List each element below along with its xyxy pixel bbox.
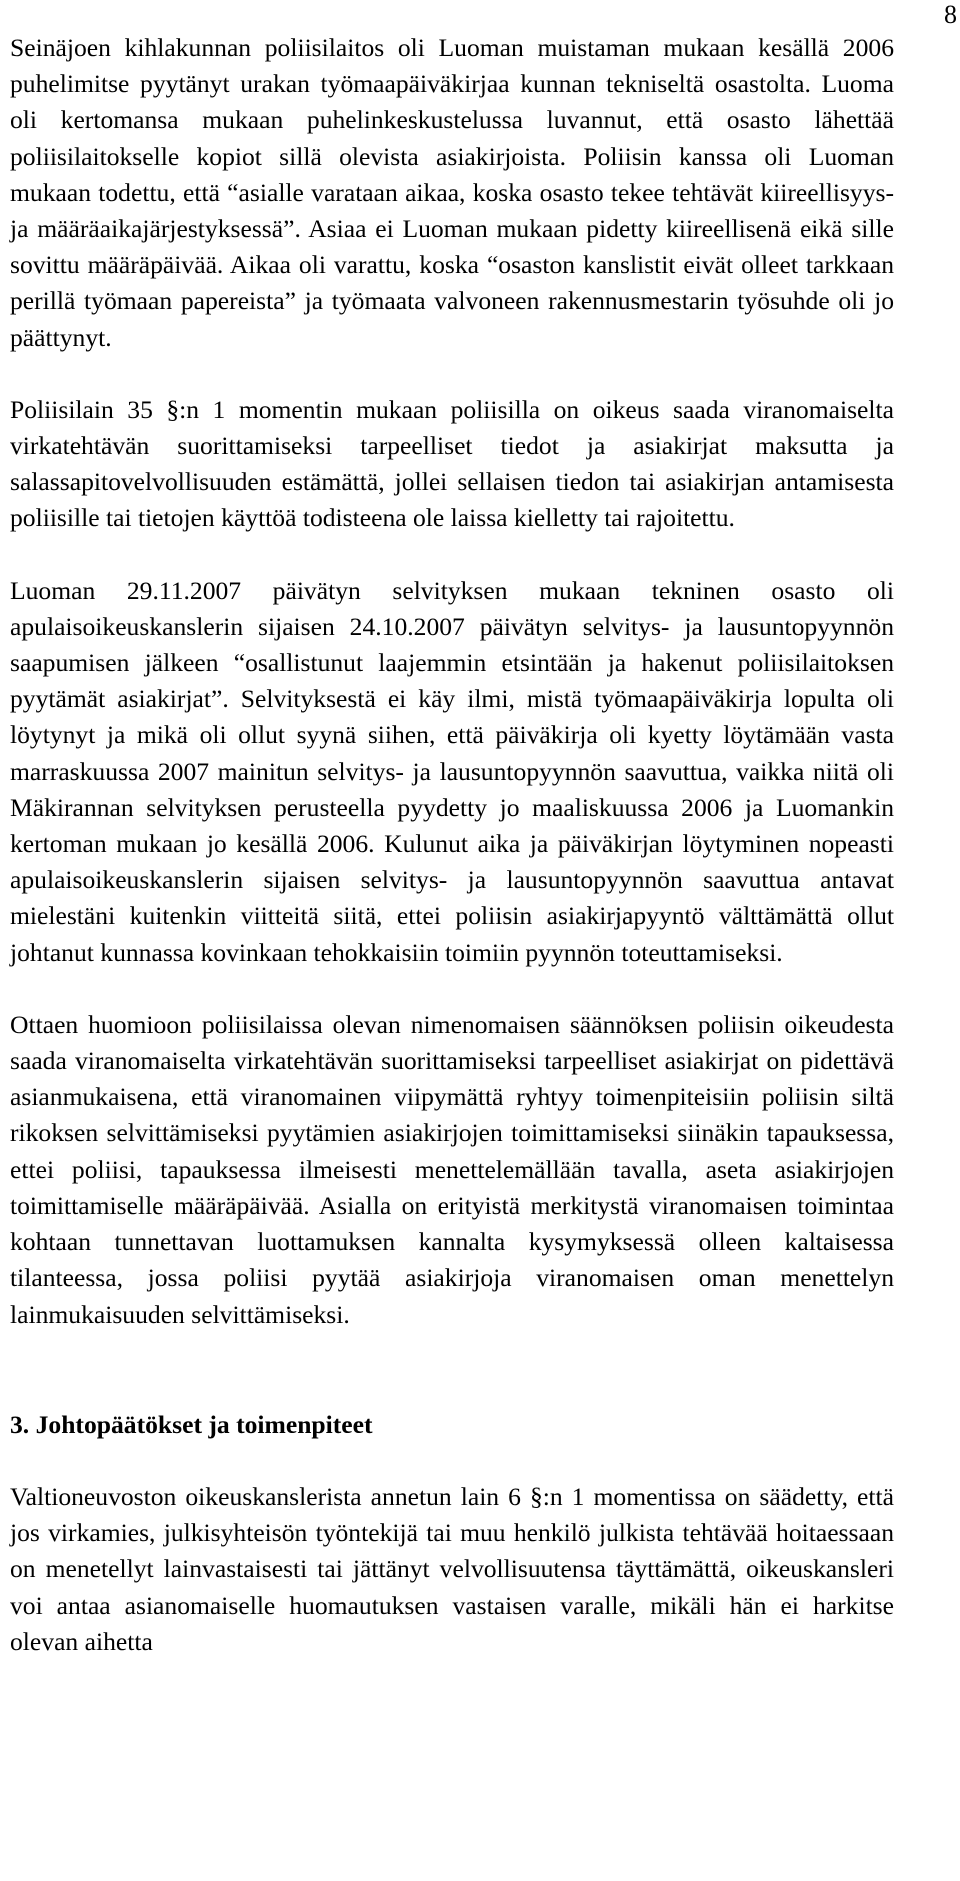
section-heading-johtopaatokset: 3. Johtopäätökset ja toimenpiteet [10,1409,373,1439]
paragraph-poliisilaki-35: Poliisilain 35 §:n 1 momentin mukaan poliisilla on oikeus saada viranomaiselta virkatehtävän suorittamiseksi tarpeelliset tiedot ja asiakirjat maksutta ja salassapitovelvollisuuden estämättä, jollei sellaisen tiedon tai asiakirjan antamisesta poliisille tai tietojen käyttöä todisteena ole laissa kielletty tai rajoitettu. [10,394,894,533]
paragraph-poliisin-pyynto: Seinäjoen kihlakunnan poliisilaitos oli Luoman muistaman mukaan kesällä 2006 puhelimitse pyytänyt urakan työmaapäiväkirjaa kunnan tekniseltä osastolta. Luoma oli kertomansa mukaan puhelinkeskustelussa luvannut, että osasto lähettää poliisilaitokselle kopiot sillä olevista asiakirjoista. Poliisin kanssa oli Luoman mukaan todettu, että “asialle varataan aikaa, koska osasto tekee tehtävät kiireellisyys- ja määräaikajärjestyksessä”. Asiaa ei Luoman mukaan pidetty kiireellisenä eikä sille sovittu määräpäivää. Aikaa oli varattu, koska “osaston kanslistit eivät olleet tarkkaan perillä työmaan papereista” ja työmaata valvoneen rakennusmestarin työsuhde oli jo päättynyt. [10,33,894,352]
paragraph-arvio: Ottaen huomioon poliisilaissa olevan nimenomaisen säännöksen poliisin oikeudesta saada viranomaiselta virkatehtävän suorittamiseksi tarpeelliset asiakirjat on pidettävä asianmukaisena, että viranomainen viipymättä ryhtyy toimenpiteisiin poliisin siltä rikoksen selvittämiseksi pyytämien asiakirjojen toimittamiseksi siinäkin tapauksessa, ettei poliisi, tapauksessa ilmeisesti menettelemällään tavalla, aseta asiakirjojen toimittamiselle määräpäivää. Asialla on erityistä merkitystä viranomaisen toimintaa kohtaan tunnettavan luottamuksen kannalta kysymyksessä olleen kaltaisessa tilanteessa, jossa poliisi pyytää asiakirjoja viranomaisen oman menettelyn lainmukaisuuden selvittämiseksi. [10,1009,894,1329]
paragraph-oikeuskanslerilaki: Valtioneuvoston oikeuskanslerista annetun lain 6 §:n 1 momentissa on säädetty, että jos virkamies, julkisyhteisön työntekijä tai muu henkilö julkista tehtävää hoitaessaan on menetellyt lainvastaisesti tai jättänyt velvollisuutensa täyttämättä, oikeuskansleri voi antaa asianomaiselle huomautuksen vastaisen varalle, mikäli hän ei harkitse olevan aihetta [10,1481,894,1656]
paragraph-luoman-selvitys: Luoman 29.11.2007 päivätyn selvityksen mukaan tekninen osasto oli apulaisoikeuskanslerin sijaisen 24.10.2007 päivätyn selvitys- ja lausuntopyynnön saapumisen jälkeen “osallistunut laajemmin etsintään ja hakenut poliisilaitoksen pyytämät asiakirjat”. Selvityksestä ei käy ilmi, mistä työmaapäiväkirja lopulta oli löytynyt ja mikä oli ollut syynä siihen, että päiväkirja oli kyetty löytämään vasta marraskuussa 2007 mainitun selvitys- ja lausuntopyynnön saavuttua, vaikka niitä oli Mäkirannan selvityksen perusteella pyydetty jo maaliskuussa 2006 ja Luomankin kertoman mukaan jo kesällä 2006. Kulunut aika ja päiväkirjan löytyminen nopeasti apulaisoikeuskanslerin sijaisen selvitys- ja lausuntopyynnön saavuttua antavat mielestäni kuitenkin viitteitä siitä, ettei poliisin asiakirjapyyntö välttämättä ollut johtanut kunnassa kovinkaan tehokkaisiin toimiin pyynnön toteuttamiseksi. [10,575,894,967]
page-number: 8 [944,0,957,29]
